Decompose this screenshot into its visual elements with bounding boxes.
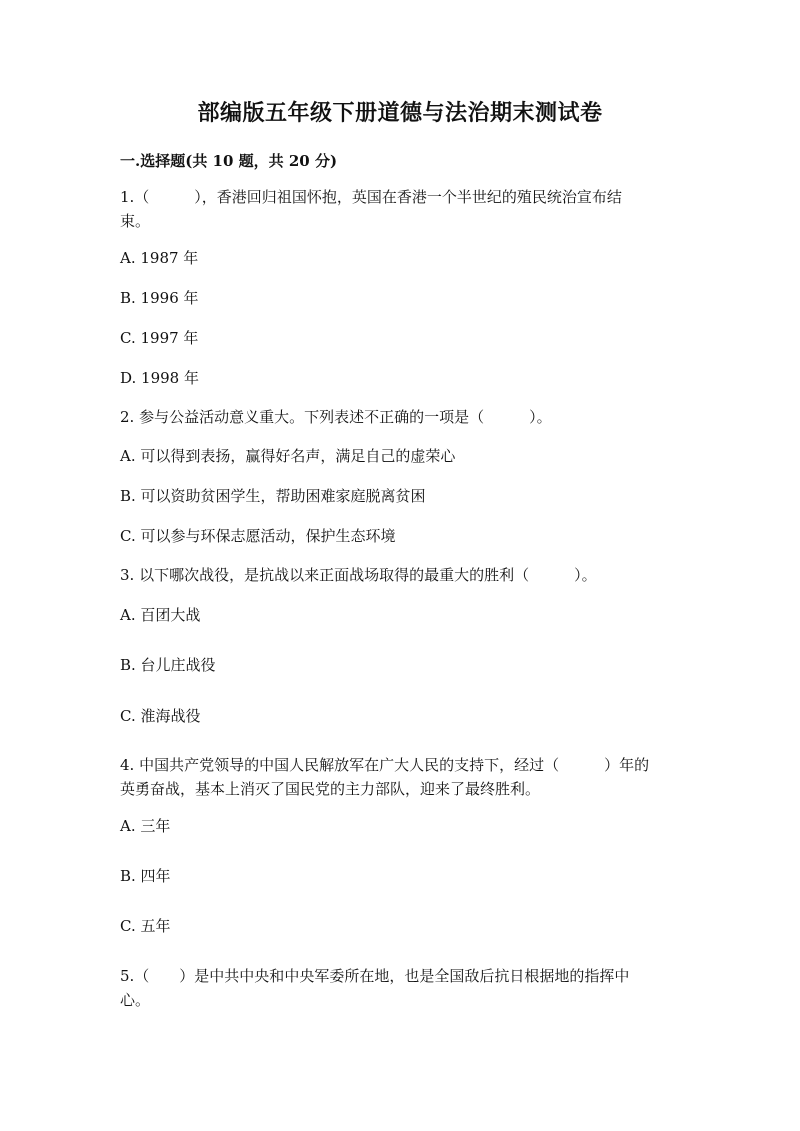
question-1-option-c: C. 1997 年	[120, 329, 199, 347]
page-title: 部编版五年级下册道德与法治期末测试卷	[197, 100, 603, 126]
question-1-option-b: B. 1996 年	[120, 289, 199, 307]
question-2-line-1: 2. 参与公益活动意义重大。下列表述不正确的一项是（ ）。	[120, 408, 552, 426]
question-3-option-c: C. 淮海战役	[120, 707, 201, 725]
question-4-option-c: C. 五年	[120, 917, 171, 935]
question-4-option-a: A. 三年	[120, 817, 171, 835]
question-3-option-b: B. 台儿庄战役	[120, 656, 216, 674]
question-5-line-1: 5.（ ）是中共中央和中央军委所在地，也是全国敌后抗日根据地的指挥中	[120, 967, 630, 985]
question-2-option-b: B. 可以资助贫困学生，帮助困难家庭脱离贫困	[120, 487, 426, 505]
question-4-option-b: B. 四年	[120, 867, 171, 885]
section-heading: 一.选择题(共 10 题，共 20 分)	[120, 152, 338, 170]
question-1-option-a: A. 1987 年	[120, 249, 199, 267]
question-4-line-1: 4. 中国共产党领导的中国人民解放军在广大人民的支持下，经过（ ）年的	[120, 756, 650, 774]
question-3-line-1: 3. 以下哪次战役，是抗战以来正面战场取得的最重大的胜利（ ）。	[120, 566, 597, 584]
question-1-line-1: 1.（ ），香港回归祖国怀抱，英国在香港一个半世纪的殖民统治宣布结	[120, 188, 622, 206]
question-3-option-a: A. 百团大战	[120, 606, 201, 624]
question-1-option-d: D. 1998 年	[120, 369, 199, 387]
question-4-line-2: 英勇奋战，基本上消灭了国民党的主力部队，迎来了最终胜利。	[120, 780, 541, 798]
question-2-option-a: A. 可以得到表扬，赢得好名声，满足自己的虚荣心	[120, 447, 456, 465]
question-1-line-2: 束。	[120, 212, 151, 230]
question-2-option-c: C. 可以参与环保志愿活动，保护生态环境	[120, 527, 396, 545]
question-5-line-2: 心。	[120, 991, 151, 1009]
